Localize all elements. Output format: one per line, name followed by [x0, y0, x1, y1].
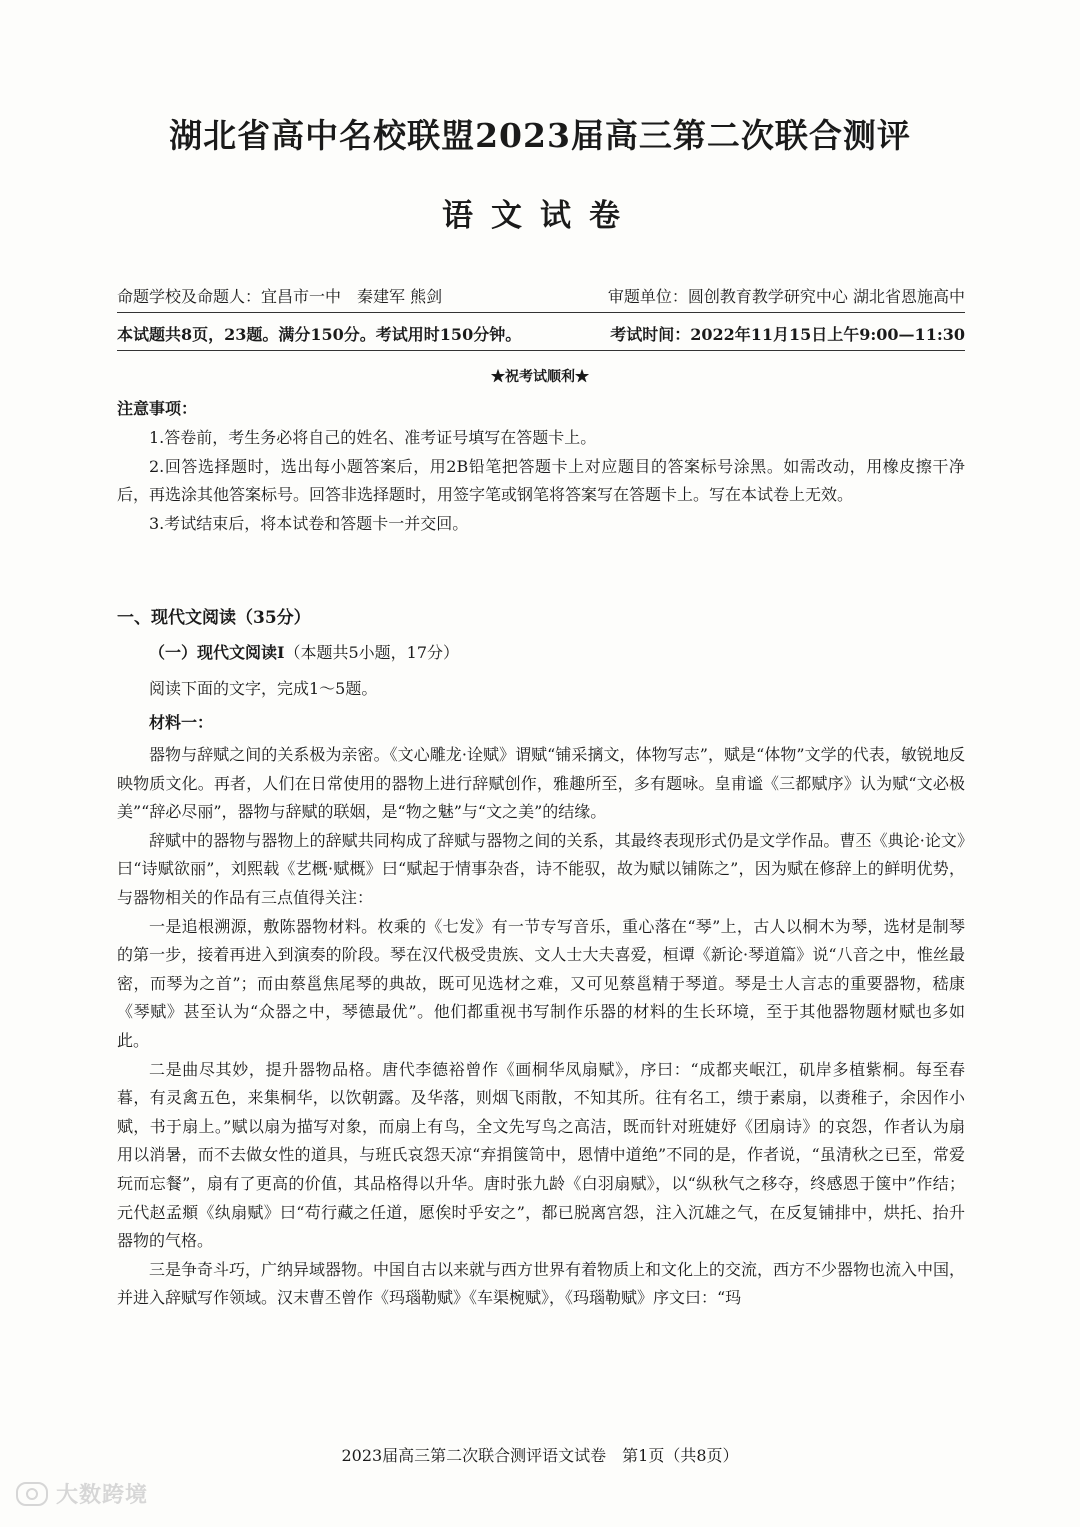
exam-title: 湖北省高中名校联盟2023届高三第二次联合测评 — [169, 116, 911, 155]
meta-row-authors — [117, 284, 965, 307]
subsection-note: （本题共5小题，17分） — [284, 643, 460, 662]
passage-paragraph: 一是追根溯源，敷陈器物材料。枚乘的《七发》有一节专写音乐，重心落在“琴”上，古人以桐木为琴，选材是制琴的第一步，接着再进入到演奏的阶段。琴在汉代极受贵族、文人士大夫喜爱，桓谭《新论·琴道篇》说“八音之中，惟丝最密，而琴为之首”；而由蔡邕焦尾琴的典故，既可见选材之难，又可见蔡邕精于琴道。琴是士人言志的重要器物，嵇康《琴赋》甚至认为“众器之中，琴德最优”。他们都重视书写制作乐器的材料的生长环境，至于其他器物题材赋也多如此。 — [117, 916, 965, 1050]
note-item: 2.回答选择题时，选出每小题答案后，用2B铅笔把答题卡上对应题目的答案标号涂黑。如需改动，用橡皮擦干净后，再选涂其他答案标号。回答非选择题时，用签字笔或钢笔将答案写在答题卡上。写在本试卷上无效。 — [117, 456, 965, 505]
passage-paragraph: 器物与辞赋之间的关系极为亲密。《文心雕龙·诠赋》谓赋“铺采摛文，体物写志”，赋是“体物”文学的代表，敏锐地反映物质文化。再者，人们在日常使用的器物上进行辞赋创作，雅趣所至，多有题咏。皇甫谧《三都赋序》认为赋“文必极美”“辞必尽丽”，器物与辞赋的联姻，是“物之魅”与“文之美”的结缘。 — [117, 745, 965, 822]
watermark — [16, 1478, 148, 1509]
reading-instruction: 阅读下面的文字，完成1～5题。 — [149, 679, 378, 698]
watermark-logo-icon — [16, 1482, 48, 1506]
section-heading: 一、现代文阅读（35分） — [117, 608, 311, 628]
setters-text: 命题学校及命题人：宜昌市一中 秦建军 熊剑 — [117, 287, 443, 306]
subsection-title: （一）现代文阅读Ⅰ — [149, 643, 285, 662]
passage-paragraph: 二是曲尽其妙，提升器物品格。唐代李德裕曾作《画桐华凤扇赋》，序曰：“成都夹岷江，矶岸多植紫桐。每至春暮，有灵禽五色，来集桐华，以饮朝露。及华落，则烟飞雨散，不知其所。往有名工，缋于素扇，以赉稚子，余因作小赋，书于扇上。”赋以扇为描写对象，而扇上有鸟，全文先写鸟之高洁，既而针对班婕妤《团扇诗》的哀怨，作者认为扇用以消暑，而不去做女性的道具，与班氏哀怨天凉“弃捐箧笥中，恩情中道绝”不同的是，作者说，“虽清秋之已至，常爱玩而忘餐”，扇有了更高的价值，其品格得以升华。唐时张九龄《白羽扇赋》，以“纵秋气之移夺，终感恩于箧中”作结；元代赵孟頫《纨扇赋》曰“苟行藏之任道，愿俟时乎安之”，都已脱离宫怨，注入沉雄之气，在反复铺排中，烘托、抬升器物的气格。 — [117, 1059, 965, 1251]
good-luck-banner: ★祝考试顺利★ — [491, 369, 589, 385]
divider — [117, 350, 965, 351]
watermark-text: 大数跨境 — [56, 1483, 149, 1508]
material-label: 材料一： — [149, 713, 214, 732]
notes-list — [117, 424, 965, 538]
exam-time-text: 考试时间：2022年11月15日上午9:00—11:30 — [610, 325, 965, 344]
exam-info-text: 本试题共8页，23题。满分150分。考试用时150分钟。 — [117, 325, 522, 344]
meta-row-exam — [117, 322, 965, 345]
reading-passage — [117, 741, 965, 1313]
passage-paragraph: 三是争奇斗巧，广纳异域器物。中国自古以来就与西方世界有着物质上和文化上的交流，西方不少器物也流入中国，并进入辞赋写作领域。汉末曹丕曾作《玛瑙勒赋》《车渠椀赋》，《玛瑙勒赋》序文曰：“玛 — [117, 1259, 966, 1308]
subject-title: 语文试卷 — [442, 198, 638, 234]
passage-paragraph: 辞赋中的器物与器物上的辞赋共同构成了辞赋与器物之间的关系，其最终表现形式仍是文学作品。曹丕《典论·论文》曰“诗赋欲丽”，刘熙载《艺概·赋概》曰“赋起于情事杂沓，诗不能驭，故为赋以铺陈之”，因为赋在修辞上的鲜明优势，与器物相关的作品有三点值得关注： — [117, 830, 965, 907]
note-item: 1.答卷前，考生务必将自己的姓名、准考证号填写在答题卡上。 — [149, 428, 597, 447]
page-footer: 2023届高三第二次联合测评语文试卷 第1页（共8页） — [341, 1446, 739, 1465]
subsection-heading — [149, 640, 459, 663]
note-item: 3.考试结束后，将本试卷和答题卡一并交回。 — [149, 513, 469, 533]
notes-heading: 注意事项： — [117, 399, 198, 418]
reviewers-text: 审题单位：圆创教育教学研究中心 湖北省恩施高中 — [607, 287, 965, 306]
divider — [117, 312, 965, 313]
